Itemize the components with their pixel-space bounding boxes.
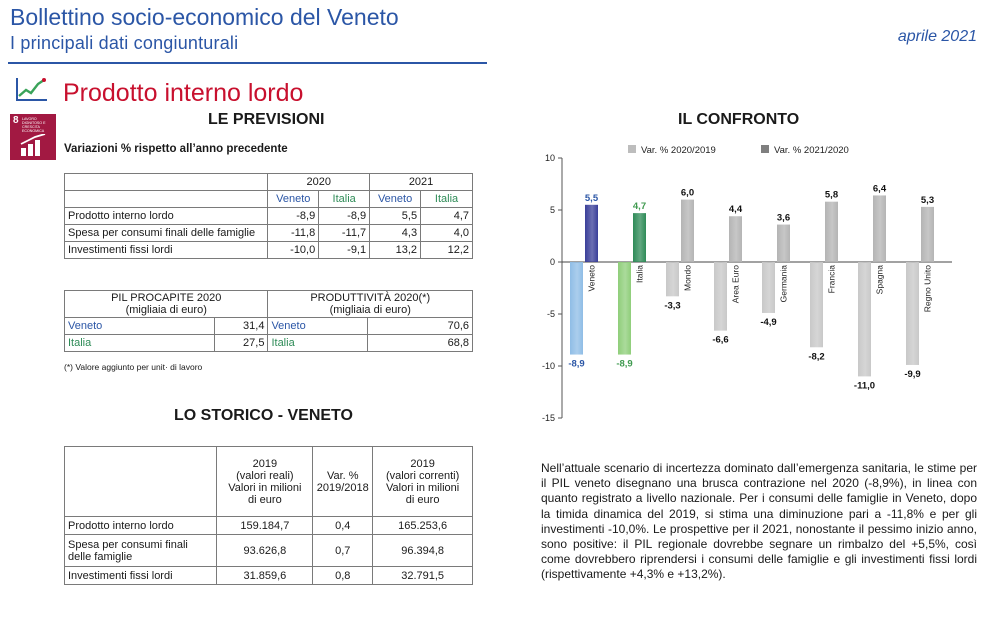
table-row (65, 535, 473, 567)
bulletin-subtitle: I principali dati congiunturali (10, 33, 239, 53)
table-cell: -10,0 (268, 242, 319, 259)
y-tick-label: -5 (546, 309, 555, 319)
table-cell: 93.626,8 (217, 535, 313, 567)
table-cell: 0,8 (313, 567, 373, 585)
column-header-current (373, 447, 473, 517)
year-header-2020: 2020 (268, 174, 370, 191)
bar-2020 (714, 262, 727, 331)
commentary-text: Nell’attuale scenario di incertezza dominato dall’emergenza sanitaria, le stime per il PIL veneto disegnano una brusca contrazione nel 2020 (-8,9%), in linea con quanto registrato a livello nazionale. Per i consumi delle famiglie in Veneto, dopo la timida dinamica del 2019, si stima una diminuzione pari a -11,8% e per gli investimenti -10,0%. Le prospettive per il 2021, nonostante il pessimo inizio anno, sono positive: il PIL regionale dovrebbe segnare un rimbalzo del +5,5%, così come dovrebbero riprendersi i consumi delle famiglie e gli investimenti fissi lordi (rispettivamente +4,3% e +13,2%). (541, 461, 977, 582)
data-label-2020: -9,9 (904, 368, 921, 380)
produttivita-title: PRODUTTIVITÀ 2020(*) (310, 292, 431, 304)
table-cell: 31,4 (214, 318, 268, 335)
table-cell: -11,7 (319, 225, 370, 242)
header-line: (valori correnti) (385, 469, 460, 482)
table-row (65, 318, 473, 335)
sdg-goal-8-badge (10, 114, 56, 160)
row-label: Spesa per consumi finali delle famiglie (65, 535, 217, 567)
table-cell: 5,5 (370, 208, 421, 225)
table-row (65, 447, 473, 517)
y-tick-label: -15 (541, 413, 555, 423)
table-row (65, 208, 473, 225)
bar-2021 (873, 195, 886, 262)
table-row (65, 225, 473, 242)
header-divider (8, 62, 487, 64)
column-header: Veneto (370, 191, 421, 208)
row-label: Veneto (65, 318, 215, 335)
bar-2020 (570, 262, 583, 355)
table-cell: 27,5 (214, 335, 268, 352)
legend-label: Var. % 2021/2020 (774, 145, 849, 156)
column-header-var (313, 447, 373, 517)
bulletin-date: aprile 2021 (897, 28, 977, 45)
category-label: Germania (778, 265, 789, 303)
header-line: 2019 (252, 457, 278, 470)
sdg-number: 8 (13, 115, 19, 126)
category-label: Mondo (682, 265, 693, 291)
column-header: Italia (319, 191, 370, 208)
table-row (65, 242, 473, 259)
category-label: Francia (826, 265, 837, 294)
table-row (65, 517, 473, 535)
column-header: Veneto (268, 191, 319, 208)
table-cell: 12,2 (421, 242, 473, 259)
data-label-2020: -8,9 (568, 358, 585, 370)
row-label: Italia (65, 335, 215, 352)
table-cell: 4,0 (421, 225, 473, 242)
bar-2021 (729, 216, 742, 262)
pil-procapite-unit: (migliaia di euro) (125, 304, 207, 316)
bar-2021 (921, 207, 934, 262)
data-label-2021: 4,7 (632, 201, 647, 213)
table-cell: 70,6 (368, 318, 473, 335)
footnote: (*) Valore aggiunto per unit· di lavoro (64, 362, 203, 372)
bar-2020 (810, 262, 823, 347)
column-header: Italia (421, 191, 473, 208)
category-label: Regno Unito (922, 265, 933, 313)
data-label-2021: 5,3 (920, 194, 935, 206)
table-cell: 4,7 (421, 208, 473, 225)
bar-2021 (585, 205, 598, 262)
header-line: Valori in milioni (386, 481, 460, 494)
bar-2020 (858, 262, 871, 376)
per-capita-table (64, 290, 473, 352)
table-cell: 4,3 (370, 225, 421, 242)
line-chart-icon (14, 76, 48, 102)
table-cell: 31.859,6 (217, 567, 313, 585)
bar-2020 (906, 262, 919, 365)
year-header-2021: 2021 (370, 174, 473, 191)
column-header-real (217, 447, 313, 517)
table-cell: -9,1 (319, 242, 370, 259)
bar-2020 (618, 262, 631, 355)
data-label-2021: 4,4 (728, 204, 743, 216)
y-tick-label: 10 (544, 153, 555, 163)
data-label-2021: 3,6 (776, 212, 791, 224)
history-heading: LO STORICO - VENETO (174, 407, 353, 424)
table-cell: -8,9 (268, 208, 319, 225)
table-cell: 0,4 (313, 517, 373, 535)
sdg-label: LAVORO DIGNITOSO E CRESCITA ECONOMICA (22, 117, 46, 133)
pil-procapite-title: PIL PROCAPITE 2020 (111, 292, 222, 304)
data-label-2020: -8,9 (616, 358, 633, 370)
row-label: Italia (268, 335, 368, 352)
row-label: Prodotto interno lordo (65, 517, 217, 535)
growth-bars-icon (19, 134, 49, 156)
table-cell: 68,8 (368, 335, 473, 352)
header-line: Var. % (326, 469, 359, 482)
row-label: Investimenti fissi lordi (65, 242, 268, 259)
data-label-2020: -6,6 (712, 334, 729, 346)
row-label: Investimenti fissi lordi (65, 567, 217, 585)
data-label-2020: -4,9 (760, 316, 777, 328)
header-line: (valori reali) (236, 469, 294, 482)
history-table (64, 446, 473, 585)
table-row (65, 567, 473, 585)
category-label: Spagna (874, 265, 885, 295)
header-line: di euro (405, 493, 440, 506)
forecast-caption: Variazioni % rispetto all’anno precedente (64, 143, 288, 155)
bar-2021 (681, 200, 694, 262)
category-label: Area Euro (730, 265, 741, 304)
forecast-heading: LE PREVISIONI (208, 111, 325, 128)
legend-swatch (628, 145, 636, 153)
row-label: Prodotto interno lordo (65, 208, 268, 225)
table-cell: 32.791,5 (373, 567, 473, 585)
table-row (65, 335, 473, 352)
section-title: Prodotto interno lordo (63, 79, 304, 107)
forecast-table (64, 173, 473, 259)
bar-2021 (633, 213, 646, 262)
table-cell: 13,2 (370, 242, 421, 259)
table-corner-cell (65, 174, 268, 191)
header-line: di euro (248, 493, 282, 506)
data-label-2021: 6,0 (680, 187, 695, 199)
data-label-2020: -3,3 (664, 300, 681, 312)
table-cell: 96.394,8 (373, 535, 473, 567)
table-corner-cell (65, 447, 217, 517)
header-line: Valori in milioni (228, 481, 302, 494)
category-label: Italia (634, 265, 645, 283)
y-tick-label: 5 (549, 205, 555, 215)
data-label-2020: -8,2 (808, 351, 825, 363)
comparison-bar-chart (520, 138, 960, 434)
legend-label: Var. % 2020/2019 (641, 145, 716, 156)
legend-swatch (761, 145, 769, 153)
table-cell: 0,7 (313, 535, 373, 567)
bulletin-title: Bollettino socio-economico del Veneto (10, 4, 399, 30)
row-label: Spesa per consumi finali delle famiglie (65, 225, 268, 242)
comparison-heading: IL CONFRONTO (678, 111, 800, 128)
produttivita-header (268, 291, 473, 318)
data-label-2021: 5,5 (584, 192, 599, 204)
y-tick-label: -10 (541, 361, 555, 371)
category-label: Veneto (586, 265, 597, 292)
produttivita-unit: (migliaia di euro) (329, 304, 411, 316)
header-line: 2019 (410, 457, 435, 470)
table-cell: 165.253,6 (373, 517, 473, 535)
table-row (65, 291, 473, 318)
data-label-2021: 6,4 (872, 183, 887, 195)
data-label-2020: -11,0 (853, 380, 876, 392)
table-cell: 159.184,7 (217, 517, 313, 535)
table-row (65, 174, 473, 191)
bar-2021 (825, 202, 838, 262)
table-cell: -8,9 (319, 208, 370, 225)
table-cell: -11,8 (268, 225, 319, 242)
pil-procapite-header (65, 291, 268, 318)
table-empty-cell (65, 191, 268, 208)
bar-2020 (666, 262, 679, 296)
bar-2021 (777, 225, 790, 262)
table-row (65, 191, 473, 208)
header-line: 2019/2018 (316, 481, 369, 494)
y-tick-label: 0 (549, 257, 555, 267)
data-label-2021: 5,8 (824, 189, 839, 201)
row-label: Veneto (268, 318, 368, 335)
bar-2020 (762, 262, 775, 313)
